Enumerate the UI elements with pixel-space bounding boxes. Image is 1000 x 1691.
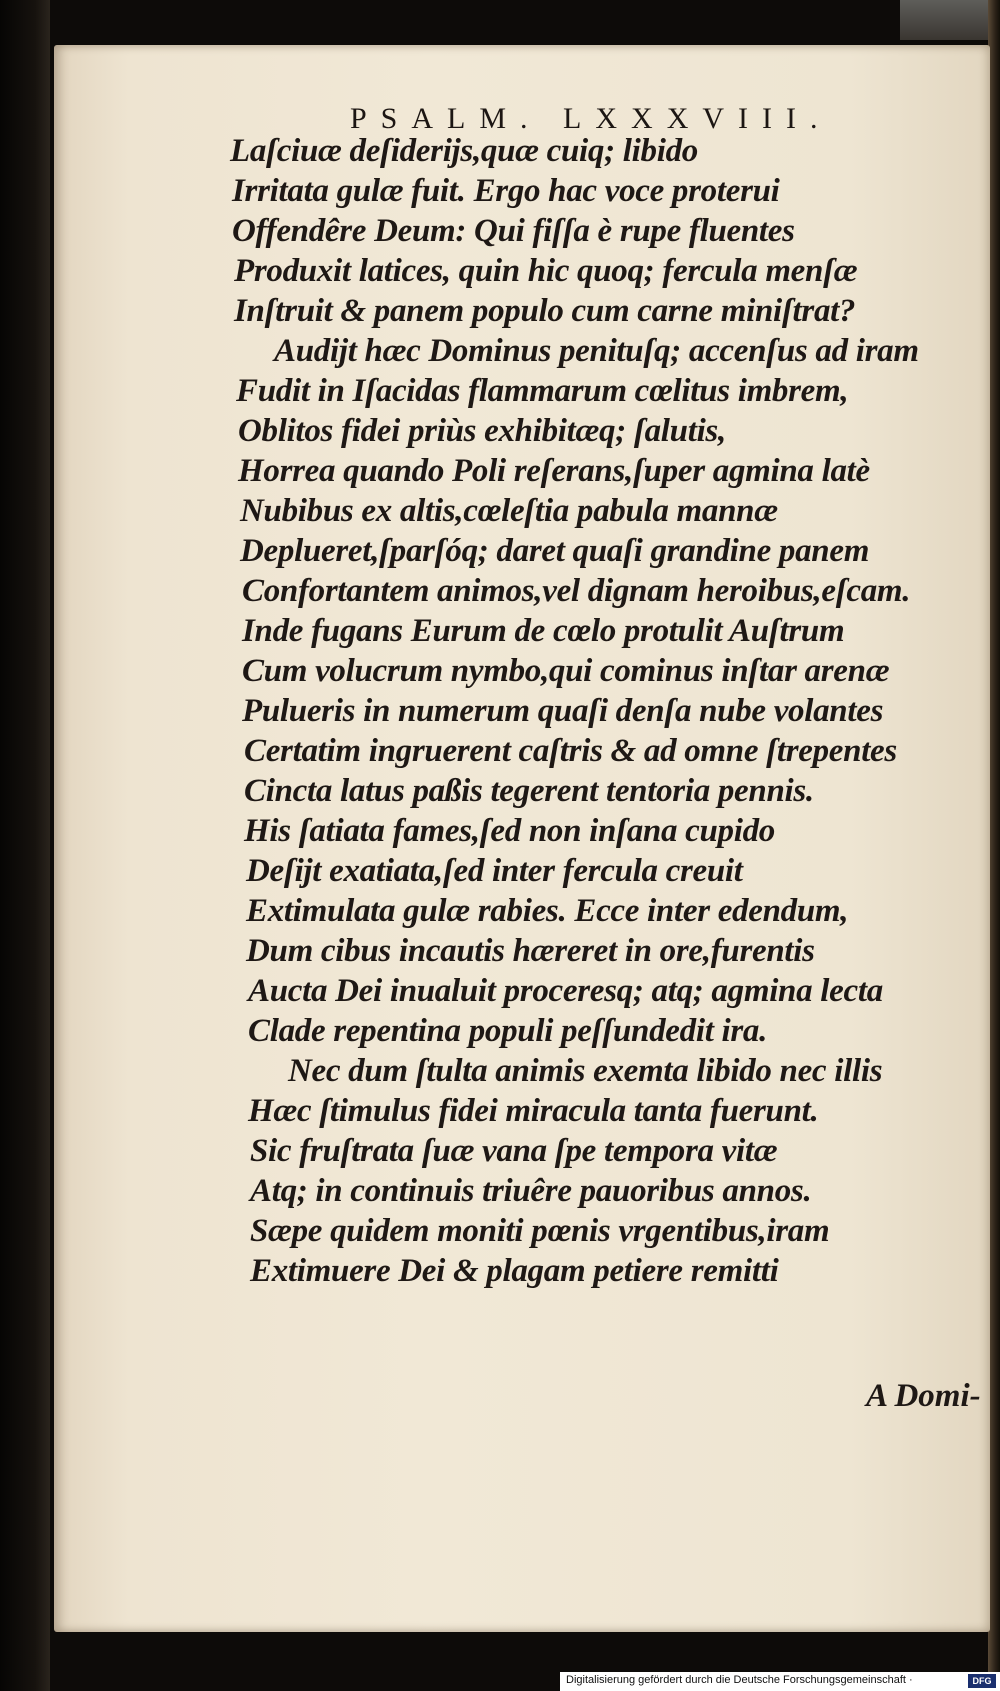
verse-line: Irritata gulæ fuit. Ergo hac voce proterui <box>232 173 780 209</box>
funding-credit: Digitalisierung gefördert durch die Deutsche Forschungsgemeinschaft · <box>566 1674 913 1686</box>
verse-line: Offendêre Deum: Qui fiſſa è rupe fluentes <box>232 213 795 249</box>
verse-line: Fudit in Iſacidas flammarum cœlitus imbrem, <box>236 373 849 409</box>
verse-line: Nec dum ſtulta animis exemta libido nec illis <box>288 1053 883 1089</box>
verse-line: Inſtruit & panem populo cum carne miniſtrat? <box>234 293 856 329</box>
verse-line: Extimulata gulæ rabies. Ecce inter edendum, <box>246 893 849 929</box>
book-left-edge <box>0 0 50 1691</box>
verse-line: His ſatiata fames,ſed non inſana cupido <box>244 813 775 849</box>
catchword: A Domi- <box>866 1378 981 1414</box>
running-title: PSALM. LXXXVIII. <box>350 102 832 135</box>
verse-line: Nubibus ex altis,cœleſtia pabula mannæ <box>240 493 778 529</box>
verse-line: Cincta latus paßis tegerent tentoria pennis. <box>244 773 814 809</box>
verse-line: Sæpe quidem moniti pœnis vrgentibus,iram <box>250 1213 830 1249</box>
verse-line: Produxit latices, quin hic quoq; fercula menſæ <box>234 253 858 289</box>
verse-line: Confortantem animos,vel dignam heroibus,eſcam. <box>242 573 911 609</box>
verse-line: Sic fruſtrata ſuæ vana ſpe tempora vitæ <box>250 1133 778 1169</box>
verse-line: Hæc ſtimulus fidei miracula tanta fuerunt. <box>248 1093 819 1129</box>
verse-line: Deſijt exatiata,ſed inter fercula creuit <box>246 853 743 889</box>
verse-line: Extimuere Dei & plagam petiere remitti <box>250 1253 779 1289</box>
verse-line: Dum cibus incautis hæreret in ore,furentis <box>246 933 815 969</box>
verse-line: Clade repentina populi peſſundedit ira. <box>248 1013 768 1049</box>
verse-line: Horrea quando Poli reſerans,ſuper agmina latè <box>238 453 870 489</box>
verse-line: Cum volucrum nymbo,qui cominus inſtar arenæ <box>242 653 890 689</box>
verse-line: Deplueret,ſparſóq; daret quaſi grandine panem <box>240 533 870 569</box>
verse-line: Audijt hæc Dominus penituſq; accenſus ad iram <box>274 333 919 369</box>
verse-line: Atq; in continuis triuêre pauoribus annos. <box>250 1173 812 1209</box>
verse-line: Inde fugans Eurum de cœlo protulit Auſtrum <box>242 613 845 649</box>
dfg-logo: DFG <box>968 1674 996 1688</box>
verse-line: Certatim ingruerent caſtris & ad omne ſtrepentes <box>244 733 897 769</box>
verse-line: Oblitos fidei priùs exhibitæq; ſalutis, <box>238 413 726 449</box>
digitization-footer <box>560 1672 1000 1691</box>
verse-line: Aucta Dei inualuit proceresq; atq; agmina lecta <box>248 973 883 1009</box>
verse-line: Pulueris in numerum quaſi denſa nube volantes <box>242 693 884 729</box>
verse-line: Laſciuæ deſiderijs,quæ cuiq; libido <box>230 133 698 169</box>
background-corner <box>900 0 1000 40</box>
